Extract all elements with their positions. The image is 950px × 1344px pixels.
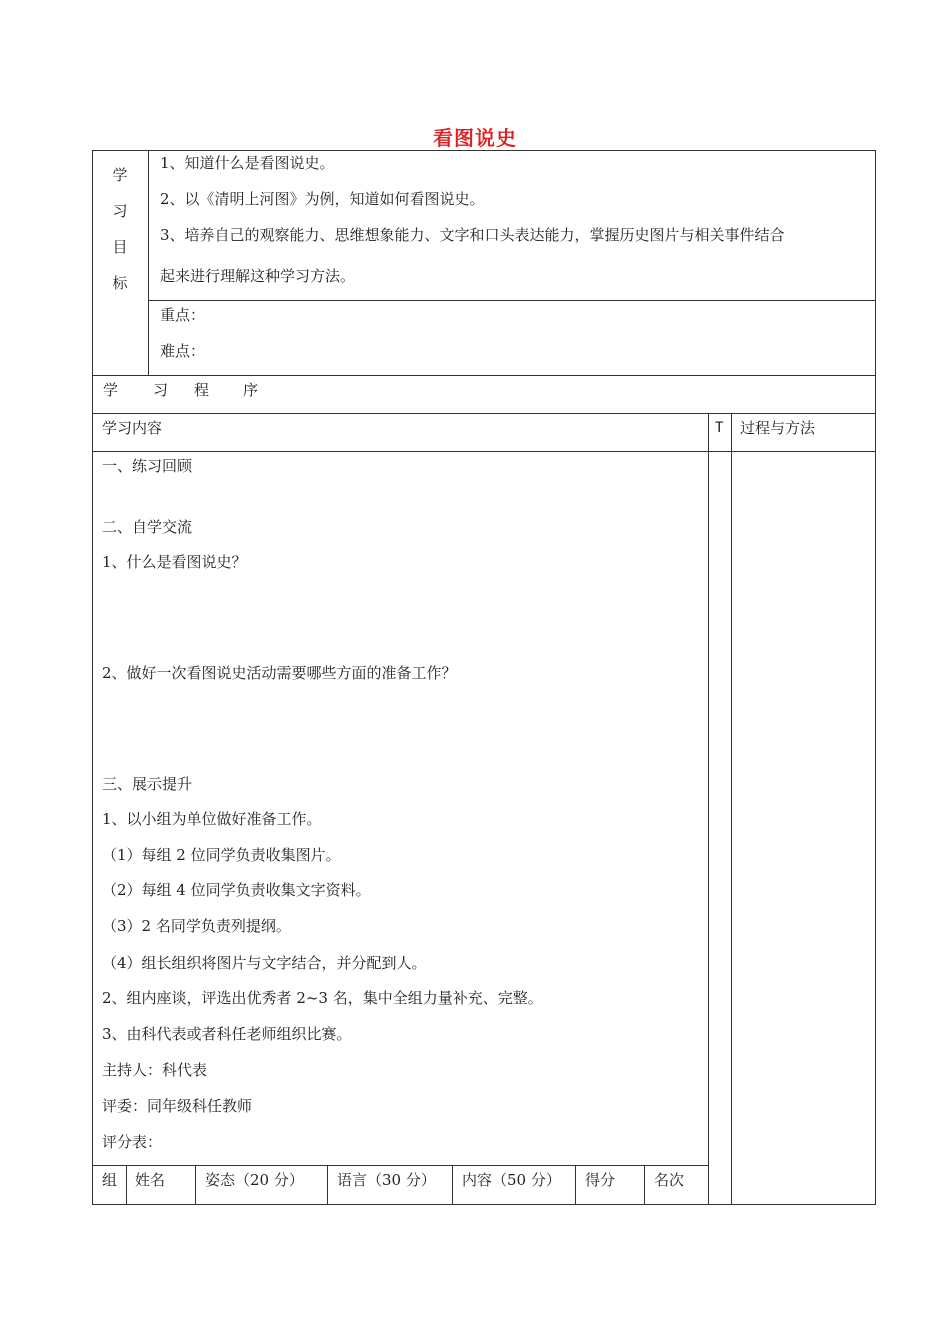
step-3: 3、由科代表或者科任老师组织比赛。 xyxy=(102,1025,352,1043)
objective-item: 1、知道什么是看图说史。 xyxy=(160,154,335,172)
procedure-label-char: 习 xyxy=(153,381,169,399)
score-col-content: 内容（50 分） xyxy=(462,1171,561,1189)
key-point-label: 重点： xyxy=(160,306,206,324)
content-header: 学习内容 xyxy=(102,419,163,437)
page-title: 看图说史 xyxy=(433,126,517,150)
section-self-study: 二、自学交流 xyxy=(102,518,193,536)
t-column-left xyxy=(708,413,709,1205)
objectives-label-char: 习 xyxy=(112,202,128,220)
difficult-point-label: 难点： xyxy=(160,342,206,360)
score-col-divider-6 xyxy=(644,1165,645,1205)
step-1a: （1）每组 2 位同学负责收集图片。 xyxy=(102,846,341,864)
score-table-top xyxy=(92,1165,709,1166)
objectives-label-char: 目 xyxy=(112,238,128,256)
method-header: 过程与方法 xyxy=(740,419,816,437)
step-1c: （3）2 名同学负责列提纲。 xyxy=(102,917,291,935)
procedure-label-char: 程 xyxy=(194,381,210,399)
score-table-label: 评分表： xyxy=(102,1133,163,1151)
score-col-language: 语言（30 分） xyxy=(337,1171,436,1189)
t-column-right xyxy=(731,413,732,1205)
table-border-bottom xyxy=(92,1204,876,1205)
objectives-label xyxy=(92,165,148,309)
objective-item: 起来进行理解这种学习方法。 xyxy=(160,267,356,285)
objectives-label-divider xyxy=(148,150,149,375)
objectives-label-char: 学 xyxy=(112,166,128,184)
step-2: 2、组内座谈，评选出优秀者 2~3 名，集中全组力量补充、完整。 xyxy=(102,989,543,1007)
header-bottom-divider xyxy=(92,451,876,452)
score-col-rank: 名次 xyxy=(654,1171,685,1189)
score-col-divider-1 xyxy=(126,1165,127,1205)
step-1d: （4）组长组织将图片与文字结合，并分配到人。 xyxy=(102,954,427,972)
score-col-score: 得分 xyxy=(585,1171,616,1189)
step-1b: （2）每组 4 位同学负责收集文字资料。 xyxy=(102,881,371,899)
score-col-divider-2 xyxy=(195,1165,196,1205)
score-col-divider-4 xyxy=(452,1165,453,1205)
question-1: 1、什么是看图说史？ xyxy=(102,553,247,571)
procedure-bottom-divider xyxy=(92,413,876,414)
section-show: 三、展示提升 xyxy=(102,775,193,793)
procedure-label-char: 序 xyxy=(243,381,259,399)
table-border-top xyxy=(92,150,876,151)
step-1: 1、以小组为单位做好准备工作。 xyxy=(102,810,322,828)
score-col-name: 姓名 xyxy=(135,1171,166,1189)
judges-line: 评委：同年级科任教师 xyxy=(102,1097,253,1115)
section-review: 一、练习回顾 xyxy=(102,457,193,475)
question-2: 2、做好一次看图说史活动需要哪些方面的准备工作？ xyxy=(102,664,457,682)
objectives-label-char: 标 xyxy=(112,274,128,292)
objective-item: 3、培养自己的观察能力、思维想象能力、文字和口头表达能力，掌握历史图片与相关事件结合 xyxy=(160,226,785,244)
host-line: 主持人：科代表 xyxy=(102,1061,208,1079)
procedure-label-char: 学 xyxy=(103,381,119,399)
score-col-divider-3 xyxy=(327,1165,328,1205)
table-border-right xyxy=(875,150,876,1205)
objective-item: 2、以《清明上河图》为例，知道如何看图说史。 xyxy=(160,190,485,208)
t-header: T xyxy=(715,420,724,436)
score-col-posture: 姿态（20 分） xyxy=(205,1171,304,1189)
objectives-key-divider xyxy=(148,300,875,301)
score-col-divider-5 xyxy=(575,1165,576,1205)
procedure-top-divider xyxy=(92,375,876,376)
score-col-group: 组 xyxy=(102,1171,118,1189)
